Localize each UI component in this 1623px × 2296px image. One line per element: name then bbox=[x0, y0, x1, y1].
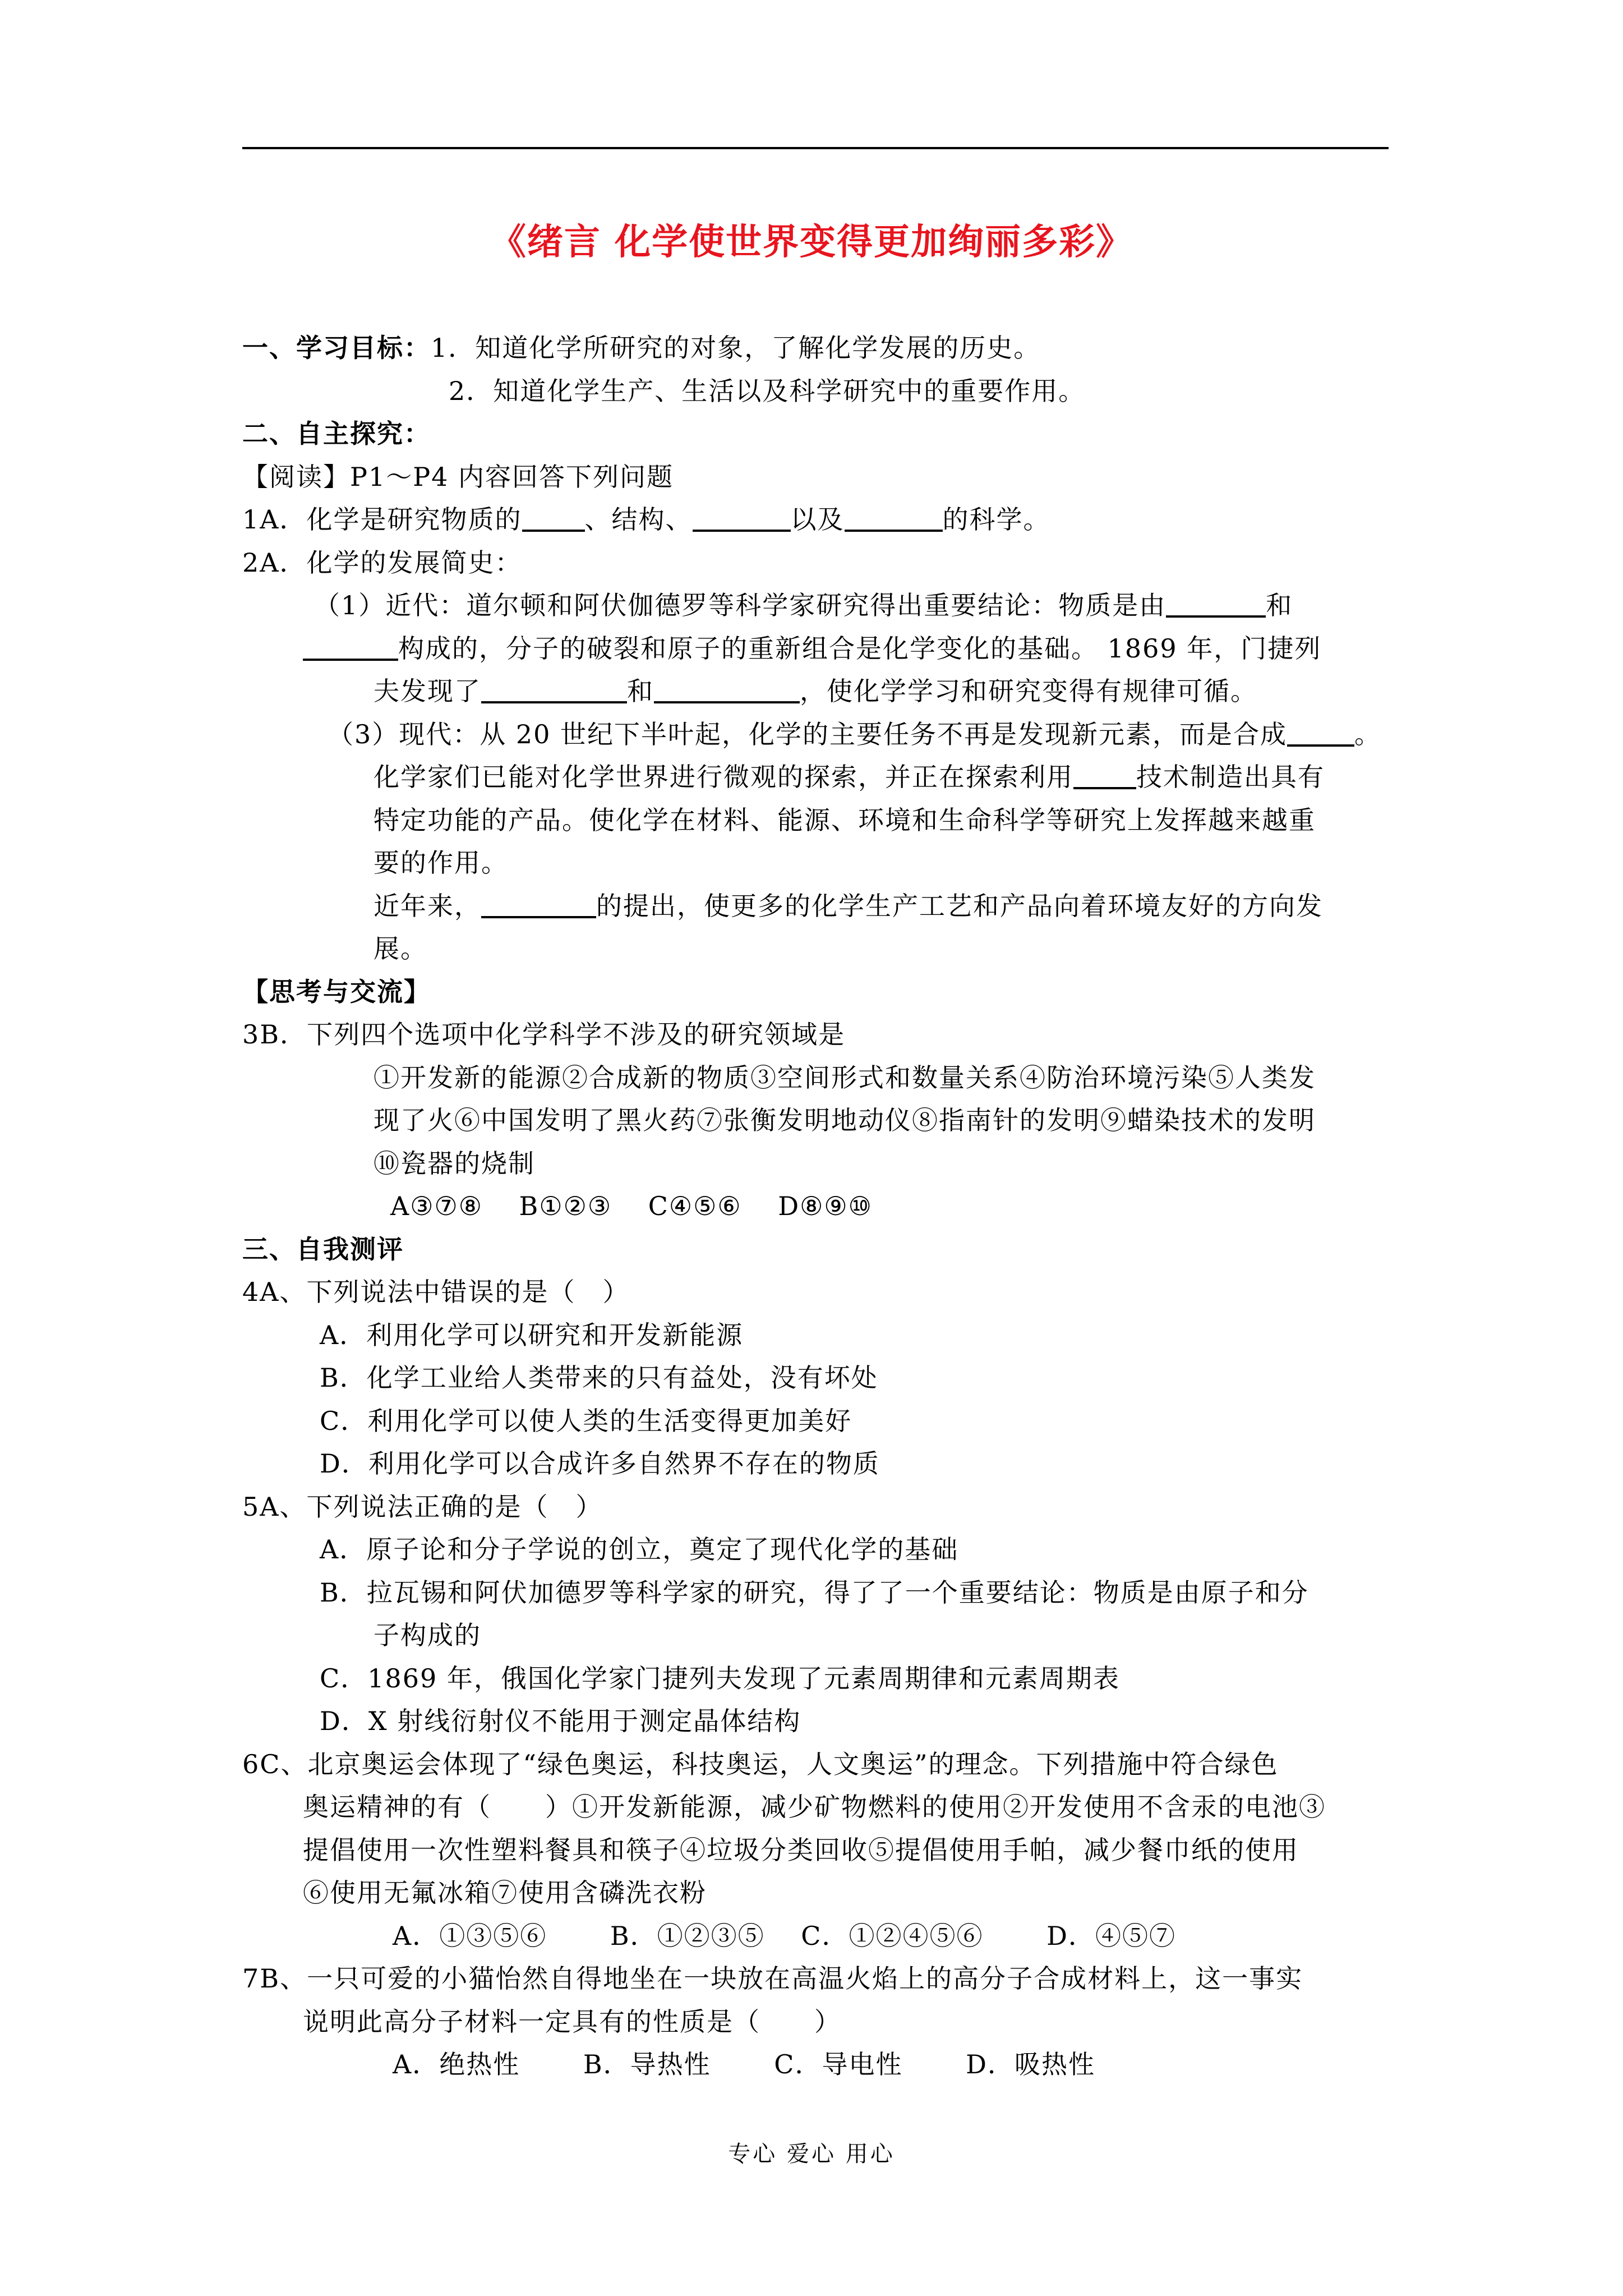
current-era-line-3: 特定功能的产品。使化学在材料、能源、环境和生命科学等研究上发挥越来越重 bbox=[374, 805, 1316, 835]
question-3-items-3: ⑩瓷器的烧制 bbox=[374, 1148, 535, 1179]
section-heading-think: 【思考与交流】 bbox=[242, 977, 431, 1007]
header-rule bbox=[242, 147, 1389, 149]
answer-blank bbox=[303, 633, 398, 661]
recent-years-line-1: 近年来， 的提出，使更多的化学生产工艺和产品向着环境友好的方向发 bbox=[374, 891, 1323, 921]
current-era-line-2: 化学家们已能对化学世界进行微观的探索，并正在探索利用 技术制造出具有 bbox=[374, 762, 1325, 792]
modern-era-line-3: 夫发现了 和 ，使化学学习和研究变得有规律可循。 bbox=[374, 676, 1257, 706]
answer-blank bbox=[481, 890, 596, 918]
question-5-option-d: D．X 射线衍射仪不能用于测定晶体结构 bbox=[320, 1706, 801, 1736]
question-5-option-b-line-2: 子构成的 bbox=[374, 1620, 481, 1650]
question-3-items-1: ①开发新的能源②合成新的物质③空间形式和数量关系④防治环境污染⑤人类发 bbox=[374, 1062, 1316, 1093]
reading-instruction: 【阅读】P1～P4 内容回答下列问题 bbox=[242, 462, 674, 492]
modern-era-line-1: （1）近代：道尔顿和阿伏伽德罗等科学家研究得出重要结论：物质是由 和 bbox=[314, 590, 1293, 620]
question-4-option-a: A．利用化学可以研究和开发新能源 bbox=[320, 1320, 744, 1350]
page-title: 《绪言 化学使世界变得更加绚丽多彩》 bbox=[490, 222, 1133, 263]
answer-blank bbox=[845, 504, 943, 532]
modern-era-line-2: 构成的，分子的破裂和原子的重新组合是化学变化的基础。 1869 年，门捷列 bbox=[303, 632, 1321, 665]
question-5-option-b-line-1: B．拉瓦锡和阿伏加德罗等科学家的研究，得了了一个重要结论：物质是由原子和分 bbox=[320, 1577, 1309, 1608]
question-4-option-b: B．化学工业给人类带来的只有益处，没有坏处 bbox=[320, 1363, 878, 1393]
section-heading-explore: 二、自主探究： bbox=[242, 418, 431, 449]
answer-blank bbox=[1287, 719, 1354, 747]
answer-blank bbox=[693, 504, 791, 532]
section-heading-goals: 一、学习目标： bbox=[242, 333, 431, 363]
answer-blank bbox=[1073, 761, 1136, 789]
learning-goals-line-1 bbox=[242, 331, 1040, 365]
question-1: 1A．化学是研究物质的 、结构、 以及 的科学。 bbox=[242, 504, 1050, 535]
page-footer: 专心 爱心 用心 bbox=[728, 2141, 895, 2167]
answer-blank bbox=[522, 504, 585, 532]
recent-years-line-2: 展。 bbox=[374, 933, 427, 964]
question-7-options: A．绝热性 B．导热性 C．导电性 D．吸热性 bbox=[393, 2049, 1095, 2079]
question-6-line-3: 提倡使用一次性塑料餐具和筷子④垃圾分类回收⑤提倡使用手帕，减少餐巾纸的使用 bbox=[303, 1835, 1299, 1865]
question-5: 5A、下列说法正确的是（ ） bbox=[242, 1492, 603, 1522]
section-heading-self-test: 三、自我测评 bbox=[242, 1234, 404, 1264]
current-era-line-1: （3）现代：从 20 世纪下半叶起，化学的主要任务不再是发现新元素，而是合成 。 bbox=[328, 719, 1382, 749]
answer-blank bbox=[654, 675, 800, 703]
question-4: 4A、下列说法中错误的是（ ） bbox=[242, 1277, 630, 1307]
goal-2: 2．知道化学生产、生活以及科学研究中的重要作用。 bbox=[449, 376, 1086, 406]
question-7-line-1: 7B、一只可爱的小猫怡然自得地坐在一块放在高温火焰上的高分子合成材料上，这一事实 bbox=[242, 1963, 1303, 1994]
question-5-option-c: C．1869 年，俄国化学家门捷列夫发现了元素周期律和元素周期表 bbox=[320, 1663, 1120, 1694]
goal-1: 1．知道化学所研究的对象，了解化学发展的历史。 bbox=[431, 333, 1041, 363]
question-6-line-1: 6C、北京奥运会体现了“绿色奥运，科技奥运，人文奥运”的理念。下列措施中符合绿色 bbox=[242, 1749, 1279, 1779]
current-era-line-4: 要的作用。 bbox=[374, 848, 508, 878]
question-4-option-d: D．利用化学可以合成许多自然界不存在的物质 bbox=[320, 1448, 880, 1479]
question-5-option-a: A．原子论和分子学说的创立，奠定了现代化学的基础 bbox=[320, 1534, 959, 1565]
question-3-options: A③⑦⑧ B①②③ C④⑤⑥ D⑧⑨⑩ bbox=[390, 1191, 873, 1221]
question-6-line-4: ⑥使用无氟冰箱⑦使用含磷洗衣粉 bbox=[303, 1878, 707, 1908]
answer-blank bbox=[1166, 590, 1266, 618]
answer-blank bbox=[481, 675, 627, 703]
question-6-line-2: 奥运精神的有（ ）①开发新能源，减少矿物燃料的使用②开发使用不含汞的电池③ bbox=[303, 1792, 1326, 1822]
question-3-items-2: 现了火⑥中国发明了黑火药⑦张衡发明地动仪⑧指南针的发明⑨蜡染技术的发明 bbox=[374, 1105, 1316, 1135]
question-6-options: A．①③⑤⑥ B．①②③⑤ C．①②④⑤⑥ D．④⑤⑦ bbox=[393, 1921, 1176, 1951]
question-2: 2A．化学的发展简史： bbox=[242, 547, 522, 578]
question-7-line-2: 说明此高分子材料一定具有的性质是（ ） bbox=[303, 2007, 841, 2037]
question-3: 3B．下列四个选项中化学科学不涉及的研究领域是 bbox=[242, 1019, 846, 1050]
question-4-option-c: C．利用化学可以使人类的生活变得更加美好 bbox=[320, 1406, 852, 1436]
